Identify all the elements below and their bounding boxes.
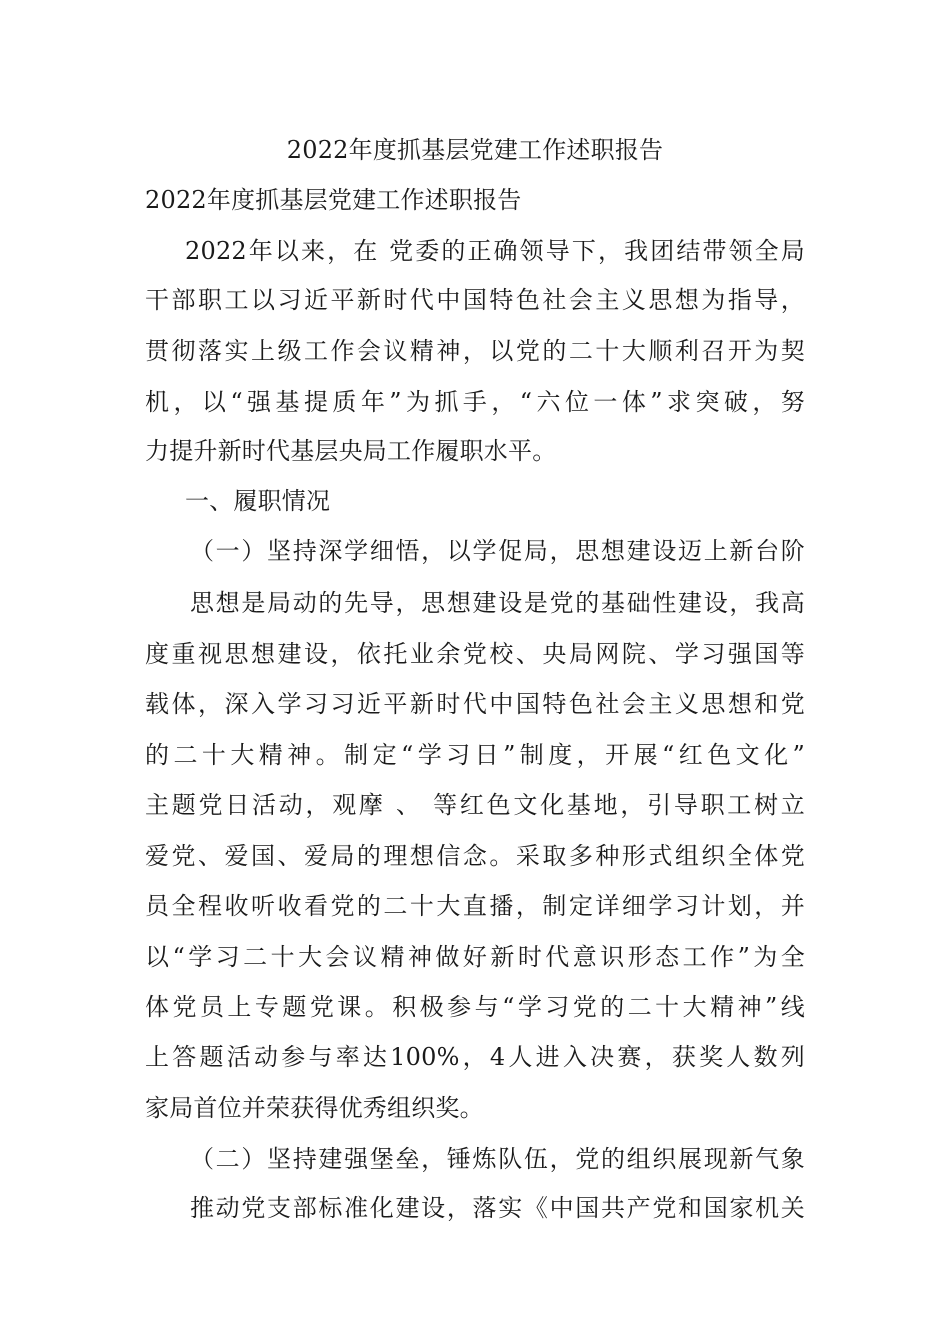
document-title: 2022年度抓基层党建工作述职报告 xyxy=(286,136,664,164)
section-heading: 一、履职情况 xyxy=(185,487,331,515)
paragraph-line: 机，以“强基提质年”为抓手，“六位一体”求突破，努 xyxy=(145,388,805,416)
document-subtitle: 2022年度抓基层党建工作述职报告 xyxy=(145,186,522,214)
paragraph-line: 家局首位并荣获得优秀组织奖。 xyxy=(145,1094,484,1122)
paragraph-line: 的二十大精神。制定“学习日”制度，开展“红色文化” xyxy=(145,741,805,769)
paragraph-line: 员全程收听收看党的二十大直播，制定详细学习计划，并 xyxy=(145,892,805,920)
paragraph-line: 贯彻落实上级工作会议精神，以党的二十大顺利召开为契 xyxy=(145,337,805,365)
subsection-heading: （二）坚持建强堡垒，锤炼队伍，党的组织展现新气象 xyxy=(190,1145,805,1173)
paragraph-line: 爱党、爱国、爱局的理想信念。采取多种形式组织全体党 xyxy=(145,842,805,870)
paragraph-line: 主题党日活动，观摩 、 等红色文化基地，引导职工树立 xyxy=(145,791,805,819)
paragraph-line: 度重视思想建设，依托业余党校、央局网院、学习强国等 xyxy=(145,640,805,668)
paragraph-line: 2022年以来，在 党委的正确领导下，我团结带领全局 xyxy=(185,237,805,265)
subsection-heading: （一）坚持深学细悟，以学促局，思想建设迈上新台阶 xyxy=(190,537,805,565)
paragraph-line: 推动党支部标准化建设，落实《中国共产党和国家机关 xyxy=(190,1194,805,1222)
paragraph-line: 体党员上专题党课。积极参与“学习党的二十大精神”线 xyxy=(145,993,805,1021)
paragraph-line: 干部职工以习近平新时代中国特色社会主义思想为指导， xyxy=(145,286,805,314)
paragraph-line: 以“学习二十大会议精神做好新时代意识形态工作”为全 xyxy=(145,943,805,971)
paragraph-line: 力提升新时代基层央局工作履职水平。 xyxy=(145,437,557,465)
paragraph-line: 思想是局动的先导，思想建设是党的基础性建设，我高 xyxy=(190,589,805,617)
paragraph-line: 载体，深入学习习近平新时代中国特色社会主义思想和党 xyxy=(145,690,805,718)
paragraph-line: 上答题活动参与率达100%，4人进入决赛，获奖人数列 xyxy=(145,1043,805,1071)
